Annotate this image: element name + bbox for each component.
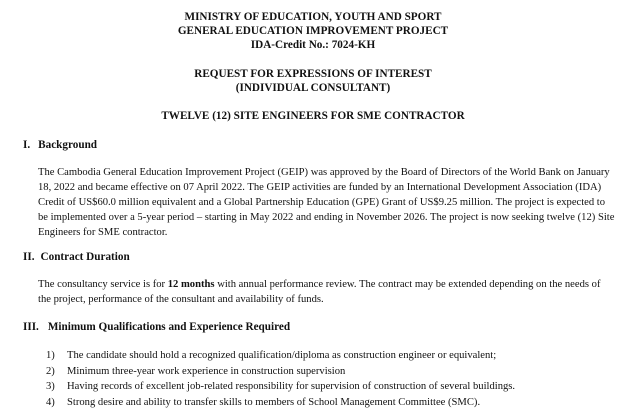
paragraph-line <box>38 278 608 293</box>
text-run: with annual performance review. The contract may be extended depending on the needs of <box>214 279 601 290</box>
credit-number: IDA-Credit No.: 7024-KH <box>250 39 376 51</box>
section-heading-contract <box>23 251 130 264</box>
request-title: REQUEST FOR EXPRESSIONS OF INTEREST <box>194 68 432 80</box>
paragraph-line: Engineers for SME contractor. <box>38 226 168 238</box>
list-item-text: The candidate should hold a recognized qualification/diploma as construction engineer or equivalent; <box>67 350 497 361</box>
contract-paragraph <box>38 278 608 308</box>
list-item <box>38 379 618 395</box>
section-title: Background <box>38 139 98 151</box>
text-run: The consultancy service is for <box>38 279 168 290</box>
section-heading-qualifications <box>23 321 290 334</box>
list-item <box>38 348 618 364</box>
list-marker: 3) <box>46 381 55 393</box>
paragraph-line: 18, 2022 and became effective on 07 April 2022. The GEIP activities are funded by an International Development Association (IDA) <box>38 181 602 193</box>
ministry-title: MINISTRY OF EDUCATION, YOUTH AND SPORT <box>184 11 442 23</box>
qualifications-list <box>38 348 618 410</box>
section-title: Minimum Qualifications and Experience Required <box>47 321 291 333</box>
section-number: I. <box>23 139 31 151</box>
section-number: II. <box>23 251 35 263</box>
section-heading-background <box>23 139 97 152</box>
list-marker: 4) <box>46 396 55 408</box>
list-item <box>38 364 618 380</box>
section-number: III. <box>23 321 39 333</box>
contract-length: 12 months <box>167 279 215 290</box>
list-item-text: Strong desire and ability to transfer skills to members of School Management Committee (SMC). <box>67 396 481 408</box>
paragraph-line: the project, performance of the consultant and availability of funds. <box>38 293 324 305</box>
paragraph-line: The Cambodia General Education Improvement Project (GEIP) was approved by the Board of Directors of the World Bank on January <box>38 167 610 178</box>
paragraph-line: Credit of US$60.0 million equivalent and a Global Partnership Education (GPE) Grant of US$9.25 million. The project is expected to <box>38 196 606 208</box>
list-item-text: Having records of excellent job-related responsibility for supervision of construction of several buildings. <box>67 381 516 393</box>
consultant-type: (INDIVIDUAL CONSULTANT) <box>235 82 391 94</box>
position-title: TWELVE (12) SITE ENGINEERS FOR SME CONTRACTOR <box>161 110 465 122</box>
background-paragraph <box>38 166 615 241</box>
paragraph-line: be implemented over a 5-year period – starting in May 2022 and ending in November 2026. The project is now seeking twelve (12) Site <box>38 211 615 223</box>
list-item-text: Minimum three-year work experience in construction supervision <box>67 365 346 377</box>
list-marker: 2) <box>46 365 55 377</box>
section-title: Contract Duration <box>40 251 130 263</box>
project-title: GENERAL EDUCATION IMPROVEMENT PROJECT <box>177 25 449 37</box>
list-marker: 1) <box>46 350 55 361</box>
